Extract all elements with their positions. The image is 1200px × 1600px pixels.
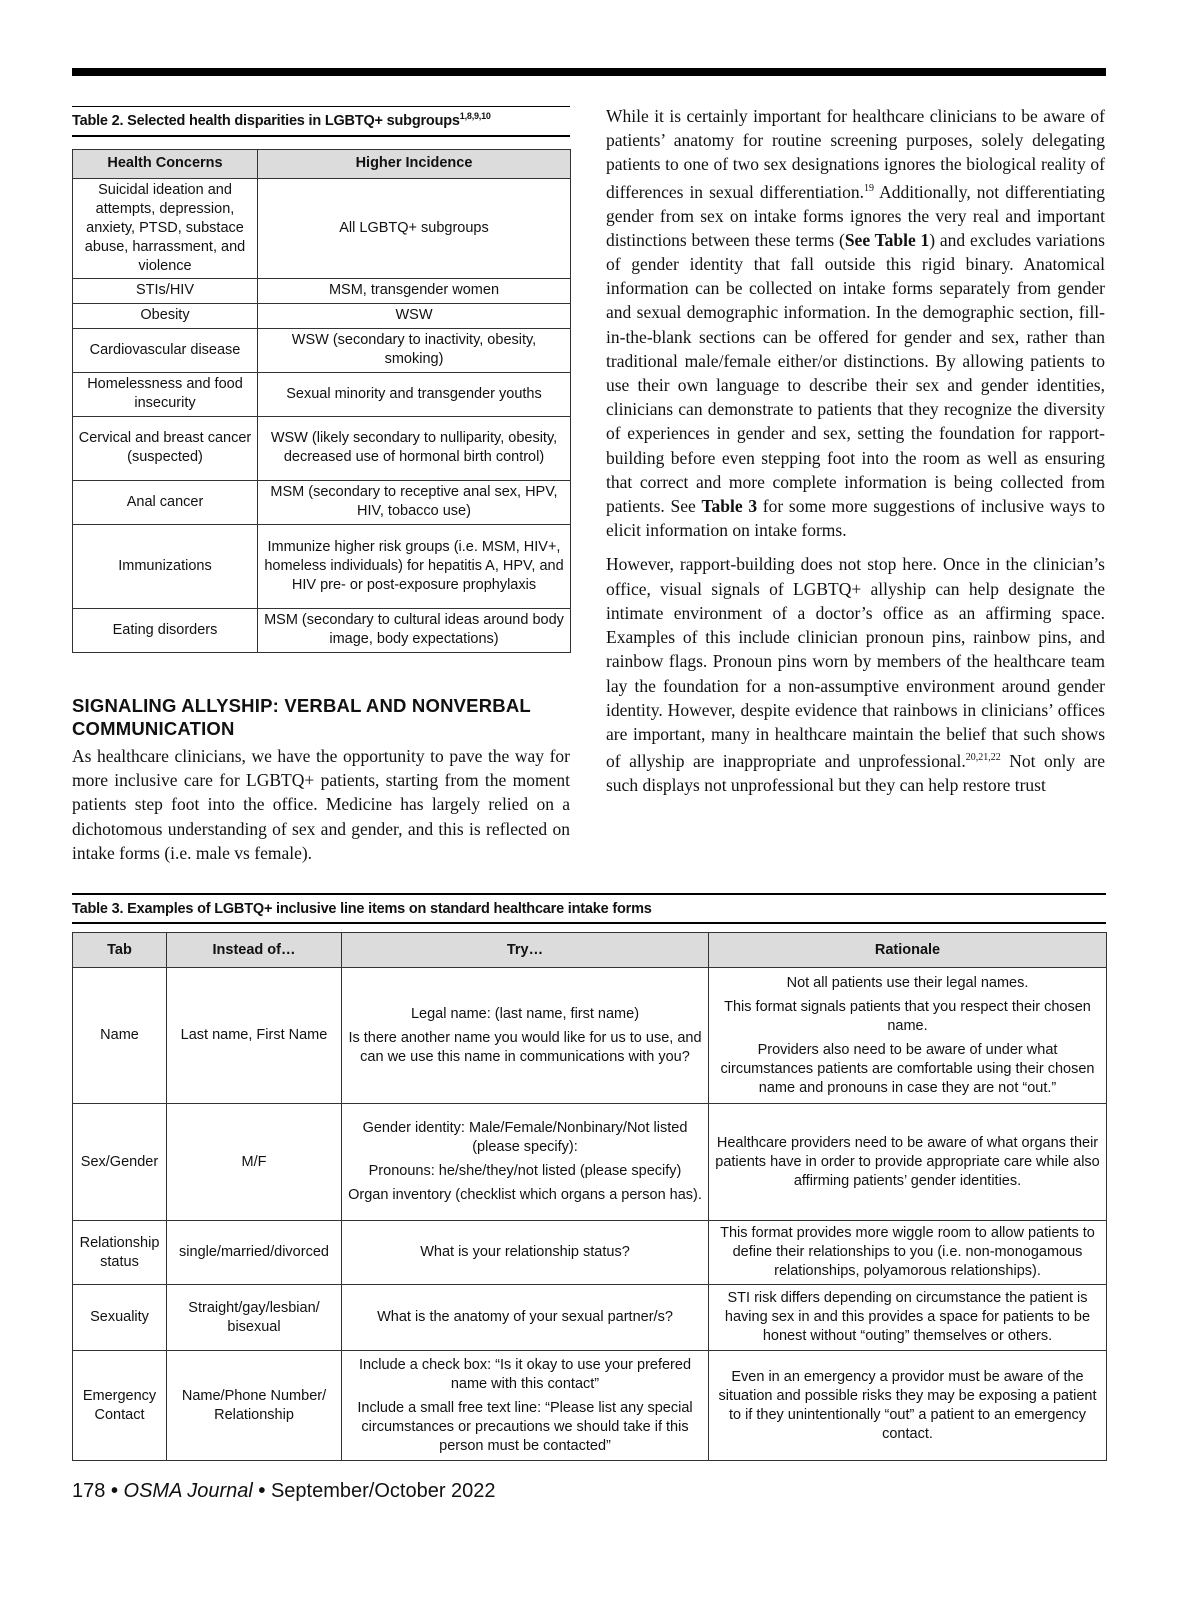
instead-cell: Name/Phone Number/ Relationship: [167, 1351, 342, 1461]
table3-header: Rationale: [709, 933, 1107, 968]
table2-header-row: [73, 149, 571, 178]
instead-cell: Straight/gay/lesbian/ bisexual: [167, 1285, 342, 1351]
table3-header: Tab: [73, 933, 167, 968]
table-cell: Cardiovascular disease: [73, 328, 258, 372]
table-row: [73, 1351, 1107, 1461]
table-row: [73, 328, 571, 372]
table2-header: Higher Incidence: [258, 149, 571, 178]
table-row: [73, 372, 571, 416]
table-row: [73, 1221, 1107, 1285]
try-cell: Include a check box: “Is it okay to use your prefered name with this contact” Include a small free text line: “Please list any special circumstances or precautions we should take if this person must be contacted”: [342, 1351, 709, 1461]
table3-title: Table 3. Examples of LGBTQ+ inclusive line items on standard healthcare intake forms: [72, 893, 1106, 924]
page-number: 178: [72, 1480, 106, 1502]
table-cell: Eating disorders: [73, 608, 258, 652]
section-heading: SIGNALING ALLYSHIP: VERBAL AND NONVERBAL COMMUNICATION: [72, 695, 531, 739]
table-cell: WSW (likely secondary to nulliparity, obesity, decreased use of hormonal birth control): [258, 416, 571, 480]
table2-title: Table 2. Selected health disparities in LGBTQ+ subgroups$^{1,8,9,10}$: [72, 106, 570, 137]
try-cell: What is the anatomy of your sexual partner/s?: [342, 1285, 709, 1351]
section-body: As healthcare clinicians, we have the opportunity to pave the way for more inclusive care for LGBTQ+ patients, starting from the moment patients step foot into the office. Medicine has largely relied on a dichotomous understanding of sex and gender, and this is reflected on intake forms (i.e. male vs female).: [72, 746, 570, 863]
table-cell: Homelessness and food insecurity: [73, 372, 258, 416]
table-cell: Immunize higher risk groups (i.e. MSM, HIV+, homeless individuals) for hepatitis A, HPV, and HIV pre- or post-exposure prophylaxis: [258, 524, 571, 608]
rationale-cell: Not all patients use their legal names. This format signals patients that you respect their chosen name. Providers also need to be aware of under what circumstances patients are comfortable using their chosen name and pronouns in case they are not “out.”: [709, 968, 1107, 1104]
table-row: [73, 303, 571, 328]
instead-cell: Last name, First Name: [167, 968, 342, 1104]
table-row: [73, 278, 571, 303]
table3-header: Instead of…: [167, 933, 342, 968]
table2: [72, 149, 571, 653]
try-cell: What is your relationship status?: [342, 1221, 709, 1285]
issue-date: September/October 2022: [270, 1480, 496, 1502]
try-cell: Gender identity: Male/Female/Nonbinary/Not listed (please specify): Pronouns: he/she/they/not listed (please specify) Organ inventory (checklist which organs a person has).: [342, 1104, 709, 1221]
right-column: [606, 104, 1105, 807]
table-row: [73, 1104, 1107, 1221]
table-cell: WSW: [258, 303, 571, 328]
table-cell: All LGBTQ+ subgroups: [258, 178, 571, 278]
table-cell: Anal cancer: [73, 480, 258, 524]
table-row: [73, 1285, 1107, 1351]
tab-cell: Emergency Contact: [73, 1351, 167, 1461]
rationale-cell: Even in an emergency a providor must be aware of the situation and possible risks they may be exposing a patient to if they unintentionally “out” a patient to an emergency contact.: [709, 1351, 1107, 1461]
top-rule: [72, 68, 1106, 76]
table-cell: Obesity: [73, 303, 258, 328]
table-cell: Sexual minority and transgender youths: [258, 372, 571, 416]
table-row: [73, 178, 571, 278]
instead-cell: M/F: [167, 1104, 342, 1221]
table3-header: Try…: [342, 933, 709, 968]
table-cell: MSM (secondary to cultural ideas around body image, body expectations): [258, 608, 571, 652]
rationale-cell: STI risk differs depending on circumstance the patient is having sex in and this provides a space for patients to be honest without “outing” themselves or others.: [709, 1285, 1107, 1351]
journal-name: OSMA Journal: [123, 1480, 253, 1502]
try-cell: Legal name: (last name, first name) Is there another name you would like for us to use, and can we use this name in communications with you?: [342, 968, 709, 1104]
table-cell: MSM, transgender women: [258, 278, 571, 303]
table-cell: Cervical and breast cancer (suspected): [73, 416, 258, 480]
instead-cell: single/married/divorced: [167, 1221, 342, 1285]
table-cell: Suicidal ideation and attempts, depression, anxiety, PTSD, substace abuse, harrassment, and violence: [73, 178, 258, 278]
table-cell: MSM (secondary to receptive anal sex, HPV, HIV, tobacco use): [258, 480, 571, 524]
paragraph: While it is certainly important for healthcare clinicians to be aware of patients’ anatomy for routine screening purposes, solely delegating patients to one of two sex designations ignores the biological reality of differences in sexual differentiation.$^{19}$ Additionally, not differentiating gender from sex on intake forms ignores the very real and important distinctions between these terms (See Table 1) and excludes variations of gender identity that fall outside this rigid binary. Anatomical information can be collected on intake forms separately from gender and sexual demographic information. In the demographic section, fill-in-the-blank sections can be offered for gender and sex, rather than traditional male/female either/or distinctions. By allowing patients to use their own language to describe their sex and gender identities, clinicians can demonstrate to patients that they recognize the diversity of experiences in gender and sex, setting the foundation for rapport-building before even stepping foot into the room as well as ensuring that correct and more complete information is being collected from patients. See Table 3 for some more suggestions of inclusive ways to elicit information on intake forms.: [606, 106, 1105, 541]
table3: [72, 932, 1107, 1461]
table-cell: STIs/HIV: [73, 278, 258, 303]
table-row: [73, 524, 571, 608]
tab-cell: Relationship status: [73, 1221, 167, 1285]
rationale-cell: This format provides more wiggle room to allow patients to define their relationships to you (i.e. non-monogamous relationships, polyamorous relationships).: [709, 1221, 1107, 1285]
page-footer: 178 • OSMA Journal • September/October 2022: [72, 1480, 496, 1502]
table-cell: Immunizations: [73, 524, 258, 608]
table-row: [73, 416, 571, 480]
tab-cell: Name: [73, 968, 167, 1104]
table2-header: Health Concerns: [73, 149, 258, 178]
table-row: [73, 968, 1107, 1104]
rationale-cell: Healthcare providers need to be aware of what organs their patients have in order to provide appropriate care while also affirming patients’ gender identities.: [709, 1104, 1107, 1221]
table3-header-row: [73, 933, 1107, 968]
table2-block: [72, 106, 570, 653]
paragraph: However, rapport-building does not stop here. Once in the clinician’s office, visual signals of LGBTQ+ allyship can help designate the intimate environment of a doctor’s office as an affirming space. Examples of this include clinician pronoun pins, rainbow pins, and rainbow flags. Pronoun pins worn by members of the healthcare team lay the foundation for a non-assumptive environment around gender identity. However, despite evidence that rainbows in clinicians’ offices are important, many in healthcare maintain the belief that such shows of allyship are inappropriate and unprofessional.$^{20,21,22}$ Not only are such displays not unprofessional but they can help restore trust: [606, 554, 1105, 796]
table-row: [73, 480, 571, 524]
tab-cell: Sex/Gender: [73, 1104, 167, 1221]
tab-cell: Sexuality: [73, 1285, 167, 1351]
table-row: [73, 608, 571, 652]
table-cell: WSW (secondary to inactivity, obesity, smoking): [258, 328, 571, 372]
